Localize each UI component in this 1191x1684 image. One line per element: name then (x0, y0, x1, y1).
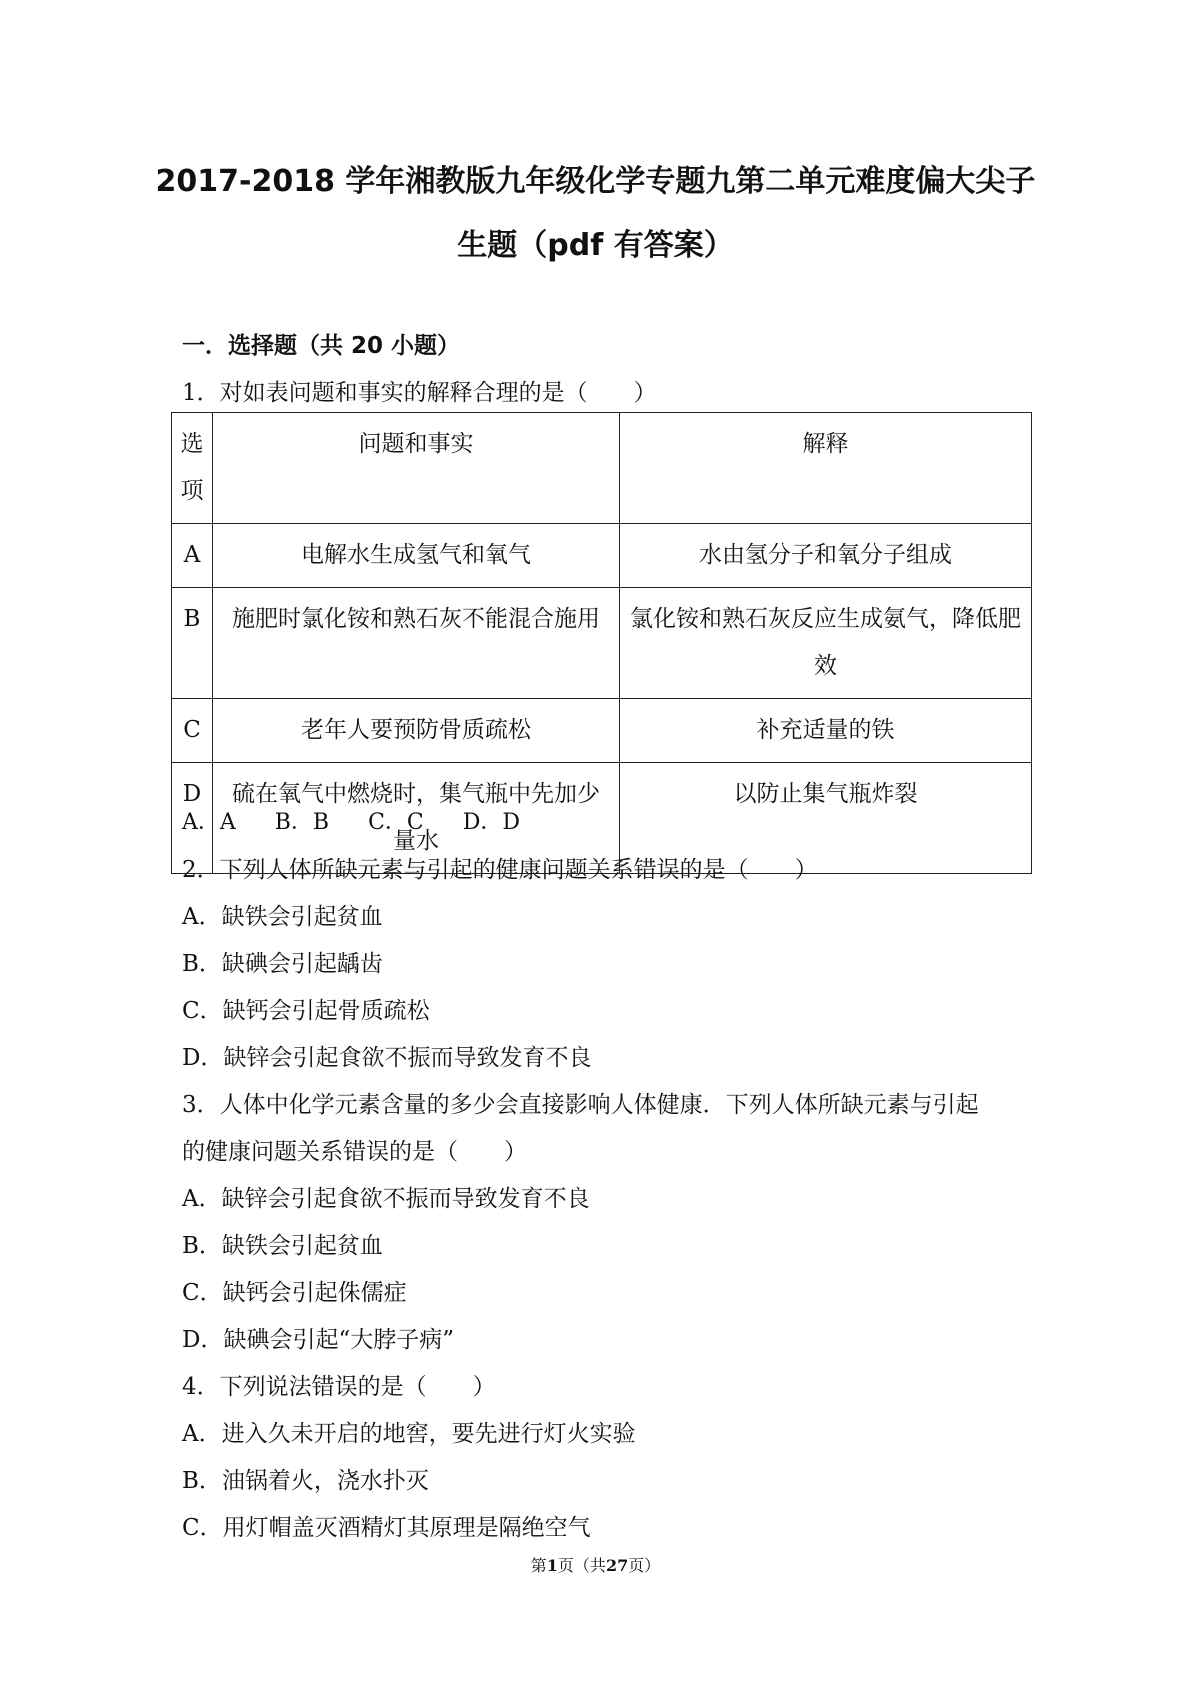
row-explain: 水由氢分子和氧分子组成 (620, 524, 1032, 588)
row-explain: 补充适量的铁 (620, 699, 1032, 763)
header-option (172, 413, 213, 524)
q2-option-d: D．缺锌会引起食欲不振而导致发育不良 (182, 1045, 592, 1071)
row-fact: 硫在氧气中燃烧时，集气瓶中先加少量水 (213, 763, 620, 874)
section-heading: 一．选择题（共 20 小题） (182, 333, 461, 359)
q2-option-b: B．缺碘会引起龋齿 (182, 951, 383, 977)
row-option: B (172, 588, 213, 699)
row-explain: 以防止集气瓶炸裂 (620, 763, 1032, 874)
page-footer (0, 1553, 1191, 1576)
footer-prefix: 第 (530, 1556, 547, 1575)
header-fact: 问题和事实 (213, 413, 620, 524)
table-row (172, 699, 1032, 763)
q3-option-b: B．缺铁会引起贫血 (182, 1233, 383, 1259)
document-title-line-2: 生题（pdf 有答案） (457, 228, 734, 263)
q3-option-c: C．缺钙会引起侏儒症 (182, 1280, 407, 1306)
q4-option-b: B．油锅着火，浇水扑灭 (182, 1468, 429, 1494)
footer-page-number: 1 (546, 1556, 558, 1575)
header-explain: 解释 (620, 413, 1032, 524)
table-row (172, 588, 1032, 699)
q1-options: A．A B．B C．C D．D (182, 810, 521, 835)
q3-option-a: A．缺锌会引起食欲不振而导致发育不良 (182, 1186, 590, 1212)
footer-suffix: 页） (628, 1556, 661, 1575)
footer-mid: 页（共 (557, 1556, 606, 1575)
footer-total-pages: 27 (605, 1556, 629, 1575)
q4-stem: 4．下列说法错误的是（ ） (182, 1374, 496, 1400)
q2-option-c: C．缺钙会引起骨质疏松 (182, 998, 430, 1024)
row-fact: 电解水生成氢气和氧气 (213, 524, 620, 588)
row-fact: 施肥时氯化铵和熟石灰不能混合施用 (213, 588, 620, 699)
row-option: C (172, 699, 213, 763)
q4-option-c: C．用灯帽盖灭酒精灯其原理是隔绝空气 (182, 1515, 591, 1541)
document-title-line-1: 2017-2018 学年湘教版九年级化学专题九第二单元难度偏大尖子 (155, 164, 1036, 199)
q3-stem-line-2: 的健康问题关系错误的是（ ） (182, 1139, 527, 1165)
q2-stem: 2．下列人体所缺元素与引起的健康问题关系错误的是（ ） (182, 857, 818, 883)
table-header-row (172, 413, 1032, 524)
q1-stem: 1．对如表问题和事实的解释合理的是（ ） (182, 380, 657, 406)
q4-option-a: A．进入久未开启的地窖，要先进行灯火实验 (182, 1421, 636, 1447)
header-option-text: 选项 (180, 431, 204, 504)
row-option: D (172, 763, 213, 874)
q2-option-a: A．缺铁会引起贫血 (182, 904, 383, 930)
q3-stem-line-1: 3．人体中化学元素含量的多少会直接影响人体健康．下列人体所缺元素与引起 (182, 1092, 979, 1118)
row-option: A (172, 524, 213, 588)
row-explain: 氯化铵和熟石灰反应生成氨气，降低肥效 (620, 588, 1032, 699)
table-row (172, 524, 1032, 588)
q3-option-d: D．缺碘会引起“大脖子病” (182, 1327, 454, 1353)
row-fact: 老年人要预防骨质疏松 (213, 699, 620, 763)
